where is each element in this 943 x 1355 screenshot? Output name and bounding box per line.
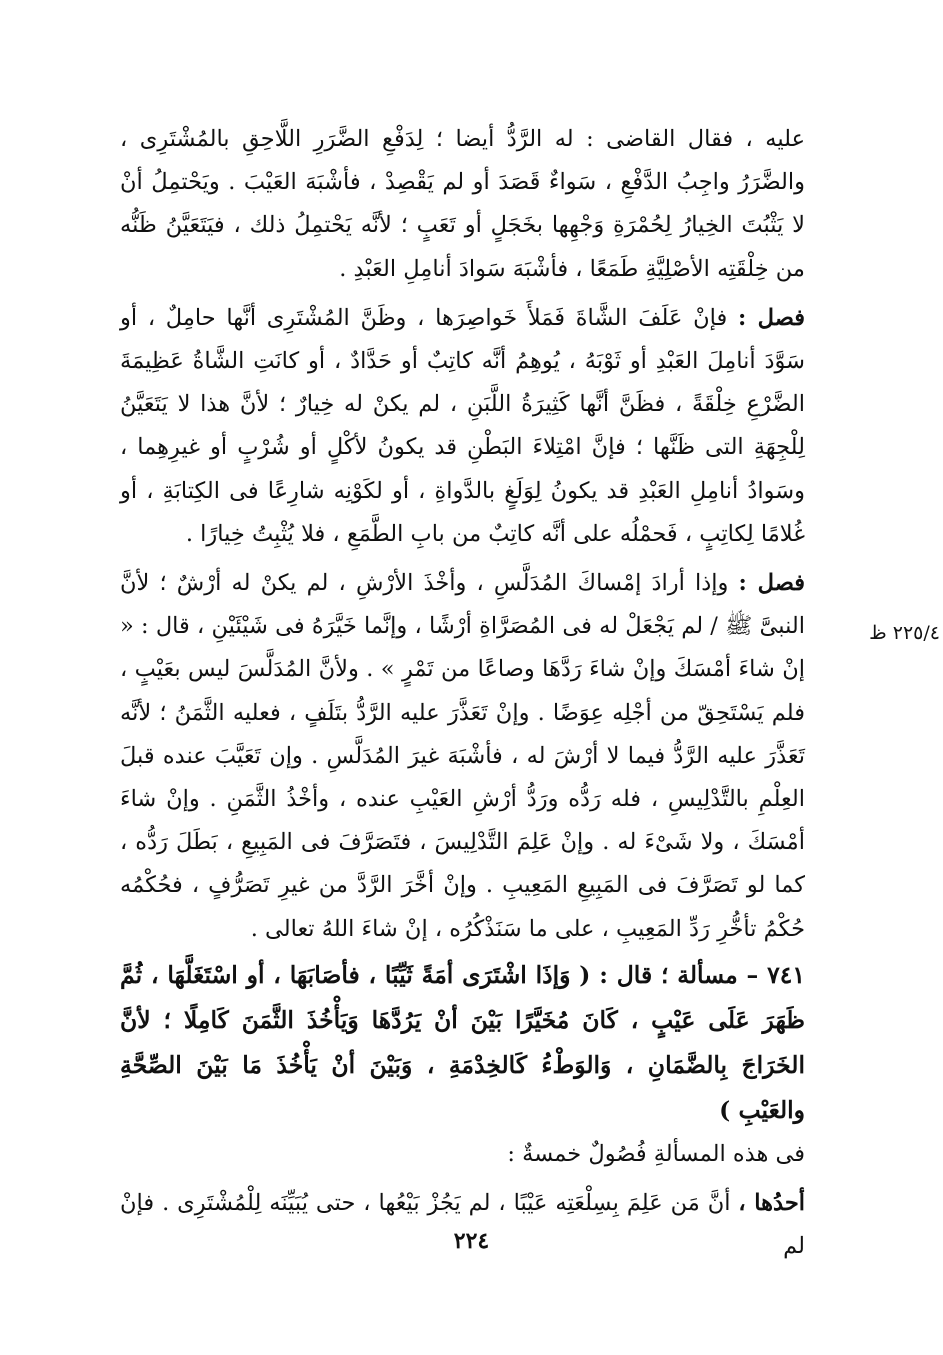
paragraph-text: فى هذه المسألةِ فُصُولٌ خمسةٌ : xyxy=(507,1140,805,1167)
paragraph-text: أنَّ مَن عَلِمَ بِسِلْعَتِه عَيْبًا ، لم يَجُزْ بَيْعُها ، حتى يُبَيِّنَه لِلْمُشْتَرِى . فإنْ لم xyxy=(120,1190,805,1260)
paragraph xyxy=(120,297,805,556)
paragraph-text: ( وَإذَا اشْتَرَى أمَةً ثَيِّبًا ، فأصَابَهَا ، أو اسْتَغَلَّهَا ، ثُمَّ ظَهَرَ عَلَى عَيْبٍ ، كَانَ مُخَيَّرًا بَيْنَ أنْ يَرُدَّهَا وَيَأْخُذَ الثَّمَنَ كَامِلًا ؛ لأنَّ الخَرَاجَ بِالضَّمَانِ ، وَالوَطْءُ كَالخِدْمَةِ ، وَبَيْنَ أنْ يَأْخُذَ مَا بَيْنَ الصِّحَّةِ والعَيْبِ ) xyxy=(120,960,805,1124)
section-heading: فصل : xyxy=(738,570,805,597)
section-heading: فصل : xyxy=(737,304,805,331)
main-text xyxy=(120,118,805,1268)
paragraph-text: عليه ، فقال القاضى : له الرَّدُّ أيضا ؛ لِدَفْعِ الضَّرَرِ اللَّاحِقِ بالمُشْتَرِى ، والضَّرَرُ واجِبُ الدَّفْعِ ، سَواءٌ قَصَدَ أو لم يَقْصِدْ ، فأشْبَهَ العَيْبَ . ويَحْتمِلُ أنْ لا يَثْبُتَ الخِيارُ لِحُمْرَةِ وَجْهِها بخَجَلٍ أو تَعَبٍ ؛ لأنَّه يَحْتمِلُ ذلك ، فيَتَعَيَّنُ ظَنُّه من خِلْقَتِه الأصْلِيَّةِ طَمَعًا ، فأشْبَهَ سَوادَ أنامِلِ العَبْدِ . xyxy=(120,126,805,282)
page-number: ٢٢٤ xyxy=(453,1228,490,1254)
paragraph-text: وإذا أرادَ إمْساكَ المُدَلَّسِ ، وأخْذَ الأرْشِ ، لم يكنْ له أرْشٌ ؛ لأنَّ النبىَّ ﷺ / لم يَجْعَلْ له فى المُصَرَّاةِ أرْشًا ، وإنَّما خَيَّرَهُ فى شَيْئَيْنِ ، قال : « إنْ شاءَ أمْسَكَ وإنْ شاءَ رَدَّهَا وصاعًا من تَمْرٍ » . ولأنَّ المُدَلَّسَ ليس بعَيْبٍ ، فلم يَسْتَحِقّ من أجْلِه عِوَضًا . وإنْ تَعَذَّرَ عليه الرَّدُّ بتَلَفٍ ، فعليه الثَّمَنُ ؛ لأنَّه تَعَذَّرَ عليه الرَّدُّ فيما لا أرْشَ له ، فأشْبَهَ غيرَ المُدَلَّسِ . وإن تَعَيَّبَ عنده قبلَ العِلْمِ بالتَّدْلِيسِ ، فله رَدُّه ورَدُّ أرْشِ العَيْبِ عنده ، وأخْذُ الثَّمَنِ . وإنْ شاءَ أمْسَكَ ، ولا شَىْءَ له . وإنْ عَلِمَ التَّدْلِيسَ ، فتَصَرَّفَ فى المَبِيعِ ، بَطَلَ رَدُّه ، كما لو تَصَرَّفَ فى المَبِيعِ المَعِيبِ . وإنْ أخَّرَ الرَّدَّ من غيرِ تَصَرُّفٍ ، فحُكْمُه حُكْمُ تأخُّرِ رَدِّ المَعِيبِ ، على ما سَنَذْكُرُه ، إنْ شاءَ اللهُ تعالى . xyxy=(120,570,805,942)
paragraph xyxy=(120,118,805,291)
paragraph xyxy=(120,1133,805,1176)
section-heading: أحدُها ، xyxy=(738,1190,805,1217)
paragraph-text: فإنْ عَلَفَ الشَّاةَ فَمَلأَ خَواصِرَها ، وظَنَّ المُشْتَرِى أنَّها حامِلٌ ، أو سَوَّدَ أنامِلَ العَبْدِ أو ثَوْبَهُ ، يُوهِمُ أنَّه كاتِبٌ أو حَدَّادٌ ، أو كانَتِ الشَّاةُ عَظِيمَةَ الضَّرْعِ خِلْقَةً ، فظَنَّ أنَّها كَثِيرَةُ اللَّبَنِ ، لم يكنْ له خِيارٌ ؛ لأنَّ هذا لا يَتَعَيَّنُ لِلْجِهَةِ التى ظَنَّها ؛ فإنَّ امْتِلاءَ البَطْنِ قد يكونُ لأكْلٍ أو شُرْبٍ أو غيرِهِما ، وسَوادُ أنامِلِ العَبْدِ قد يكونُ لِوَلَغٍ بالدَّواةِ ، أو لكَوْنِه شارِعًا فى الكِتابَةِ ، أو غُلامًا لِكاتِبٍ ، فَحمْلُه على أنَّه كاتِبٌ من بابِ الطَّمَعِ ، فلا يُثْبِتُ خِيارًا . xyxy=(120,304,805,547)
issue-paragraph xyxy=(120,953,805,1133)
margin-reference: ٢٢٥/٤ ظ xyxy=(869,622,940,644)
paragraph xyxy=(120,562,805,951)
issue-number: ٧٤١ – مسألة ؛ قال : xyxy=(599,960,805,989)
paragraph xyxy=(120,1182,805,1268)
